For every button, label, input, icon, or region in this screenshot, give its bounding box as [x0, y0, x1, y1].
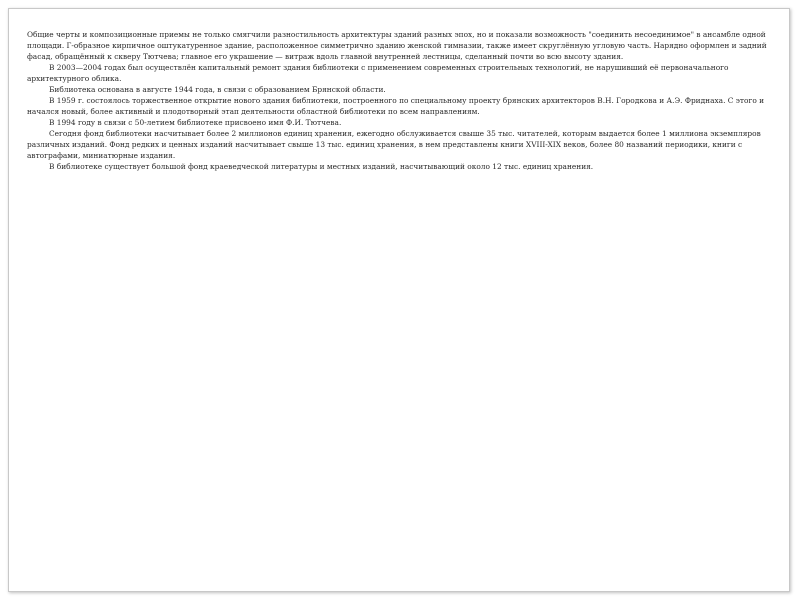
paragraph-renovation: В 2003—2004 годах был осуществлён капитальный ремонт здания библиотеки с применением современных строительных технологий, не нарушивший её первоначального архитектурного облика.: [27, 63, 729, 83]
paragraph-collection: Сегодня фонд библиотеки насчитывает более 2 миллионов единиц хранения, ежегодно обслуживается свыше 35 тыс. читателей, которым выдается более 1 миллиона экземпляров различных изданий. Фонд редких и ценных изданий насчитывает свыше 13 тыс. единиц хранения, в нем представлены книги XVIII-XIX веков, более 80 названий периодики, книги с автографами, миниатюрные издания.: [27, 129, 761, 160]
paragraph-tyutchev-name: В 1994 году в связи с 50-летием библиотеке присвоено имя Ф.И. Тютчева.: [49, 118, 342, 127]
slide-page: [8, 8, 790, 592]
paragraph-founding: Библиотека основана в августе 1944 года, в связи с образованием Брянской области.: [49, 85, 386, 94]
paragraph-architecture: Общие черты и композиционные приемы не только смягчили разностильность архитектуры зданий разных эпох, но и показали возможность "соединить несоединимое" в ансамбле одной площади. Г-образное кирпичное оштукатуренное здание, расположенное симметрично зданию женской гимназии, также имеет скруглённую угловую часть. Нарядно оформлен и задний фасад, обращённый к скверу Тютчева; главное его украшение — витраж вдоль главной внутренней лестницы, сделанный почти во всю высоту здания.: [27, 30, 767, 61]
body-text: [27, 29, 779, 172]
paragraph-new-building: В 1959 г. состоялось торжественное открытие нового здания библиотеки, построенного по специальному проекту брянских архитекторов В.Н. Городкова и А.Э. Фриднаха. С этого и начался новый, более активный и плодотворный этап деятельности областной библиотеки по всем направлениям.: [27, 96, 765, 116]
paragraph-local-history: В библиотеке существует большой фонд краеведческой литературы и местных изданий, насчитывающий около 12 тыс. единиц хранения.: [49, 162, 594, 171]
